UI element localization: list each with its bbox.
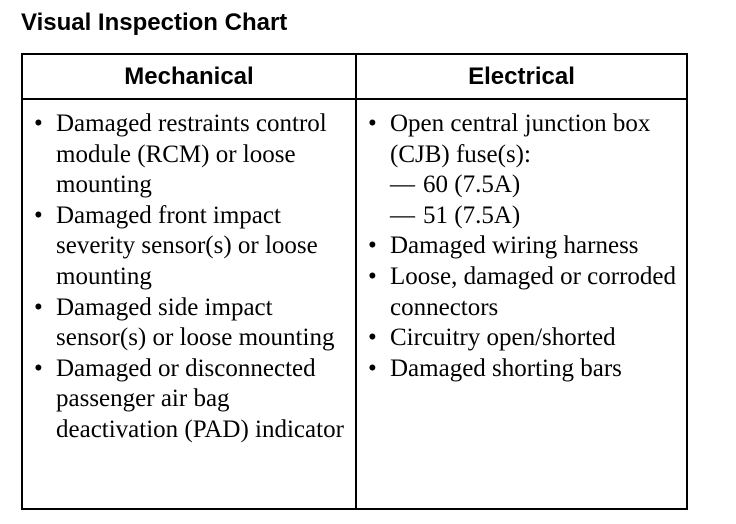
fuse-text: 51 (7.5A) xyxy=(423,201,521,229)
item-text: Circuitry open/shorted xyxy=(390,324,616,352)
list-item xyxy=(34,293,352,354)
electrical-column xyxy=(368,109,686,384)
bullet-icon: • xyxy=(34,293,43,321)
bullet-icon: • xyxy=(368,354,377,382)
list-item xyxy=(368,323,686,354)
fuse-entry xyxy=(390,201,686,232)
list-item xyxy=(368,262,686,323)
dash-icon: — xyxy=(390,171,415,199)
mechanical-header: Mechanical xyxy=(124,63,254,90)
dash-icon: — xyxy=(390,201,415,229)
item-text: Damaged restraints control module (RCM) or loose mounting xyxy=(56,110,327,199)
list-item xyxy=(368,354,686,385)
column-divider xyxy=(355,55,357,508)
electrical-header: Electrical xyxy=(468,63,575,90)
list-item xyxy=(368,231,686,262)
bullet-icon: • xyxy=(368,110,377,137)
item-text: Damaged front impact severity sensor(s) or loose mounting xyxy=(56,201,318,290)
item-text: Damaged side impact sensor(s) or loose mounting xyxy=(56,293,335,352)
electrical-list xyxy=(368,109,686,384)
mechanical-column xyxy=(34,109,352,446)
bullet-icon: • xyxy=(368,262,377,290)
bullet-icon: • xyxy=(368,232,377,260)
item-text: Damaged shorting bars xyxy=(390,354,622,382)
item-text: Damaged wiring harness xyxy=(390,232,639,260)
bullet-icon: • xyxy=(368,324,377,352)
list-item xyxy=(34,109,352,201)
mechanical-list xyxy=(34,109,352,446)
fuse-entry xyxy=(390,170,686,201)
item-text: Open central junction box (CJB) fuse(s): xyxy=(390,110,651,168)
bullet-icon: • xyxy=(34,201,43,229)
item-text: Loose, damaged or corroded connectors xyxy=(390,262,676,321)
visual-inspection-table xyxy=(21,53,688,510)
item-text: Damaged or disconnected passenger air bag deactivation (PAD) indicator xyxy=(56,354,344,443)
page-title: Visual Inspection Chart xyxy=(21,9,288,36)
list-item xyxy=(34,354,352,446)
fuse-text: 60 (7.5A) xyxy=(423,171,521,199)
bullet-icon: • xyxy=(34,110,43,137)
bullet-icon: • xyxy=(34,354,43,382)
list-item xyxy=(368,109,686,231)
list-item xyxy=(34,201,352,293)
